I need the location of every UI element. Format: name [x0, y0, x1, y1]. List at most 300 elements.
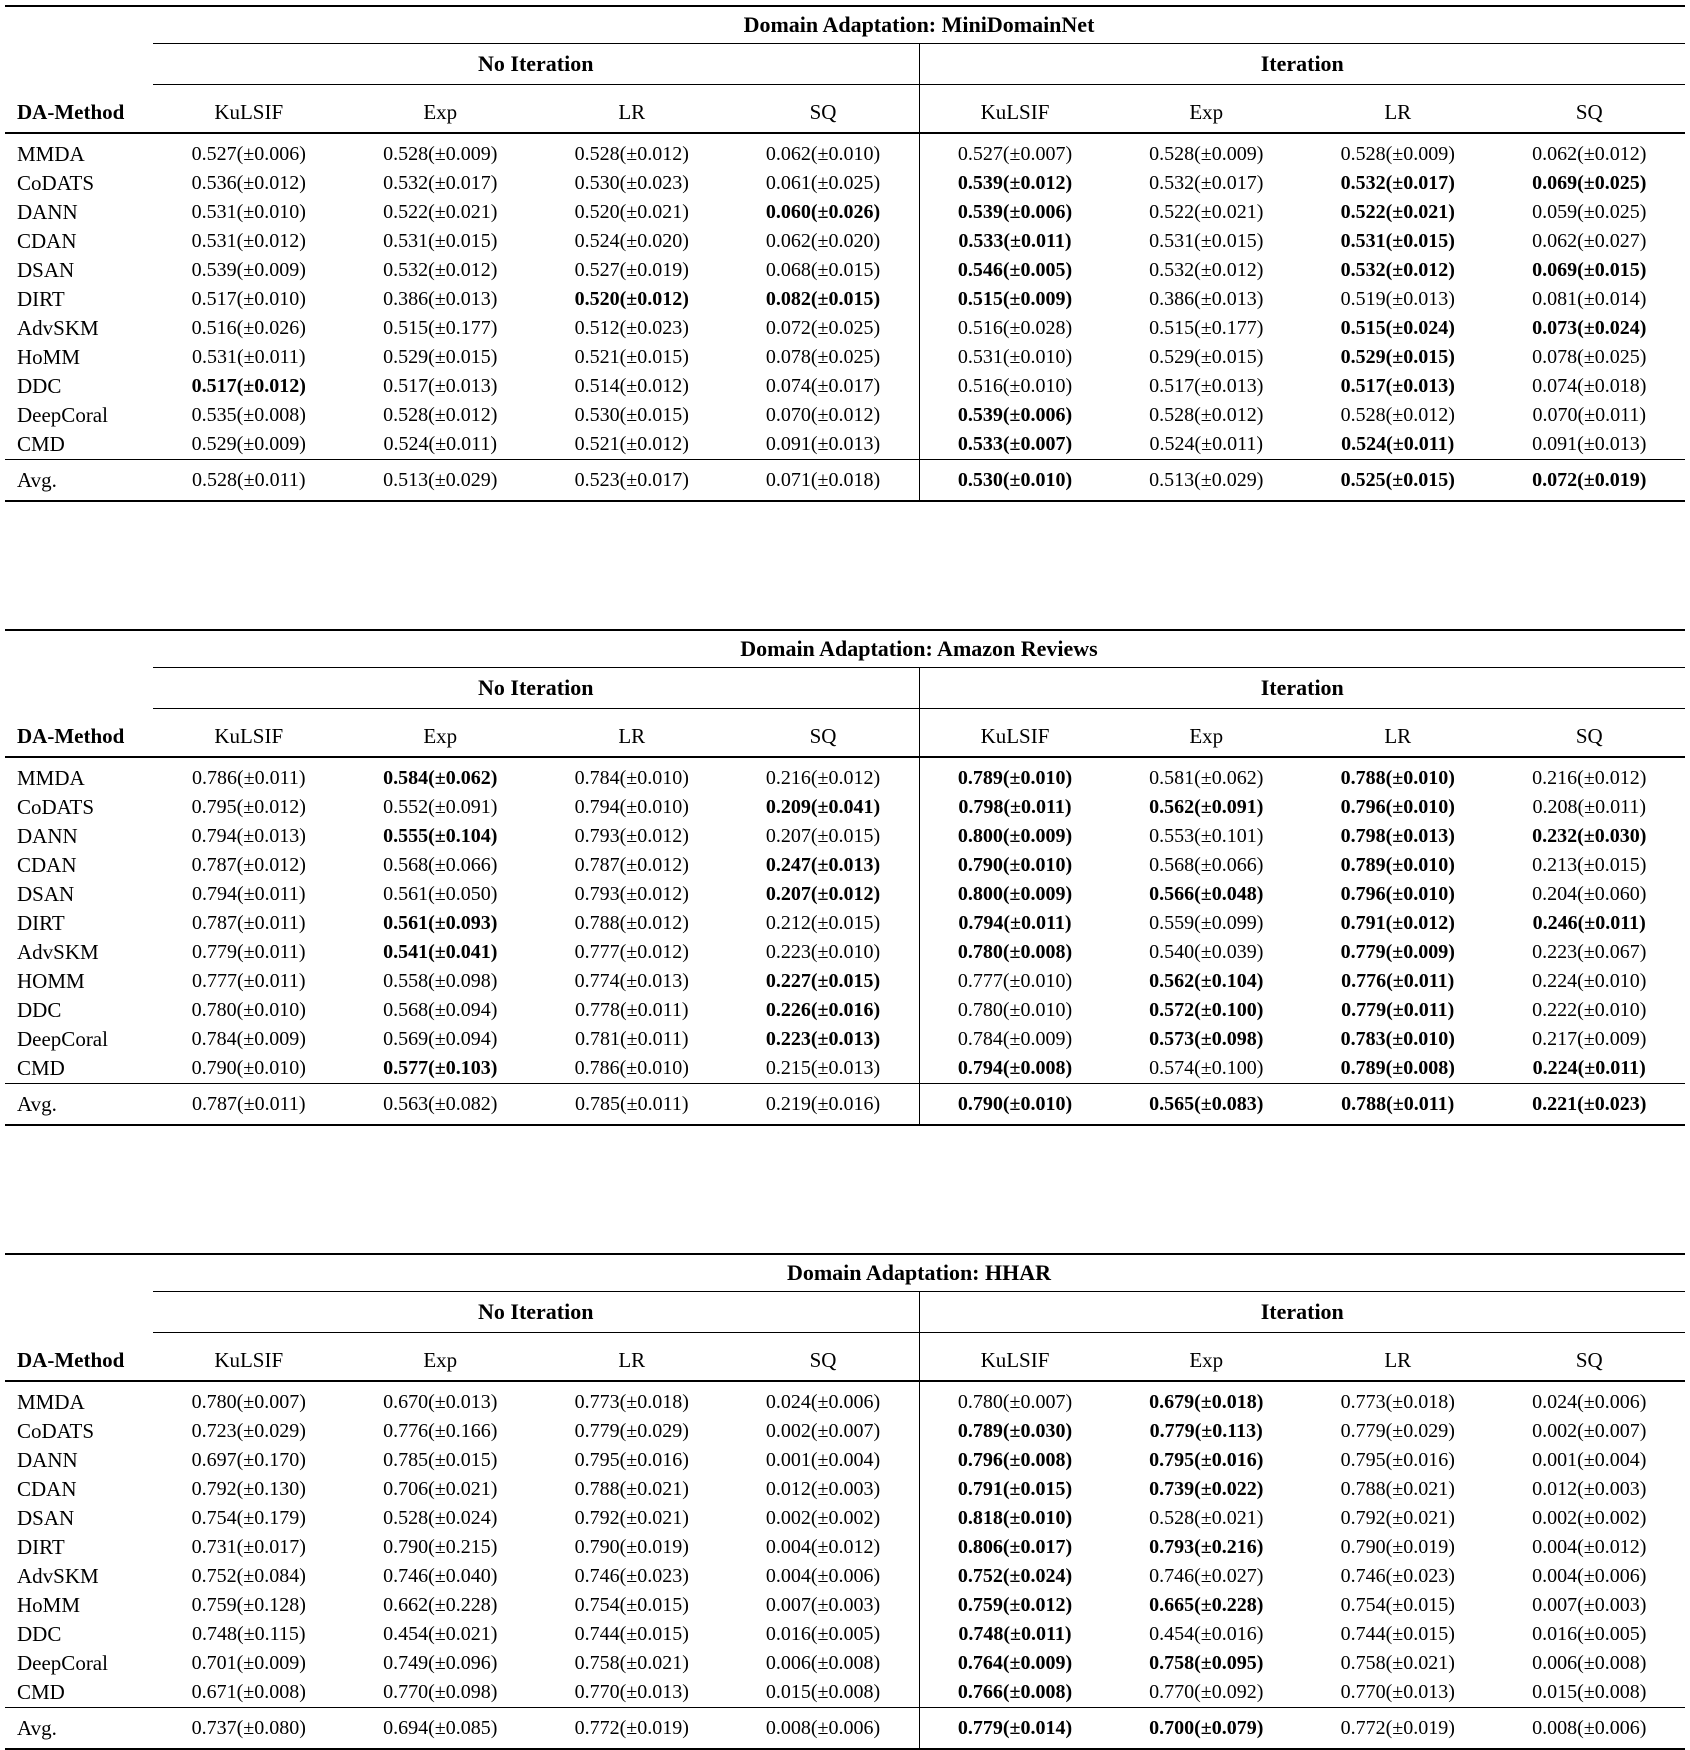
value-cell: 0.531(±0.012)	[191, 230, 306, 252]
value-cell: 0.752(±0.084)	[191, 1565, 306, 1587]
value-cell: 0.759(±0.128)	[191, 1594, 306, 1616]
value-cell: 0.788(±0.011)	[1302, 1084, 1494, 1126]
value-cell: 0.531(±0.015)	[1149, 230, 1264, 252]
value-cell: 0.517(±0.010)	[191, 288, 306, 310]
value-cell: 0.568(±0.066)	[1149, 854, 1264, 876]
value-cell: 0.531(±0.010)	[191, 201, 306, 223]
value-cell: 0.754(±0.015)	[1340, 1594, 1455, 1616]
column-header-row	[5, 85, 1685, 134]
group-header-no-iteration: No Iteration	[153, 44, 919, 85]
column-header: SQ	[728, 1333, 920, 1382]
column-header: Exp	[1111, 1333, 1303, 1382]
value-cell: 0.004(±0.012)	[1532, 1536, 1647, 1558]
column-header: KuLSIF	[919, 709, 1111, 758]
value-cell: 0.780(±0.010)	[191, 999, 306, 1021]
value-cell: 0.213(±0.015)	[1532, 854, 1647, 876]
value-cell: 0.535(±0.008)	[191, 404, 306, 426]
value-cell: 0.081(±0.014)	[1532, 288, 1647, 310]
value-cell: 0.758(±0.095)	[1149, 1652, 1264, 1674]
value-cell: 0.754(±0.015)	[574, 1594, 689, 1616]
value-cell: 0.524(±0.011)	[1149, 433, 1264, 455]
value-cell: 0.796(±0.010)	[1340, 796, 1455, 818]
table-row	[5, 256, 1685, 285]
column-header: SQ	[1494, 1333, 1686, 1382]
value-cell: 0.221(±0.023)	[1494, 1084, 1686, 1126]
value-cell: 0.515(±0.177)	[1149, 317, 1264, 339]
table-row	[5, 822, 1685, 851]
value-cell: 0.516(±0.028)	[919, 314, 1111, 343]
table-row	[5, 909, 1685, 938]
table-row	[5, 1504, 1685, 1533]
value-cell: 0.546(±0.005)	[919, 256, 1111, 285]
value-cell: 0.454(±0.016)	[1149, 1623, 1264, 1645]
value-cell: 0.791(±0.012)	[1340, 912, 1455, 934]
method-name: CDAN	[17, 229, 77, 253]
column-header: KuLSIF	[919, 85, 1111, 134]
value-cell: 0.671(±0.008)	[191, 1681, 306, 1703]
column-header: KuLSIF	[919, 1333, 1111, 1382]
value-cell: 0.529(±0.015)	[1340, 346, 1455, 368]
table-row	[5, 1533, 1685, 1562]
value-cell: 0.779(±0.113)	[1149, 1420, 1263, 1442]
value-cell: 0.232(±0.030)	[1532, 825, 1647, 847]
value-cell: 0.091(±0.013)	[1532, 433, 1647, 455]
value-cell: 0.766(±0.008)	[919, 1678, 1111, 1708]
value-cell: 0.574(±0.100)	[1149, 1057, 1264, 1079]
table-row	[5, 169, 1685, 198]
method-name: DDC	[17, 1622, 62, 1646]
method-name: DIRT	[17, 1535, 65, 1559]
value-cell: 0.779(±0.011)	[191, 941, 306, 963]
column-header: Exp	[345, 1333, 537, 1382]
value-cell: 0.523(±0.017)	[536, 460, 728, 502]
method-name: AdvSKM	[17, 940, 99, 964]
table-row	[5, 938, 1685, 967]
value-cell: 0.744(±0.015)	[574, 1623, 689, 1645]
value-cell: 0.532(±0.017)	[383, 172, 498, 194]
value-cell: 0.790(±0.010)	[191, 1057, 306, 1079]
value-cell: 0.706(±0.021)	[383, 1478, 498, 1500]
value-cell: 0.562(±0.091)	[1149, 796, 1264, 818]
value-cell: 0.789(±0.010)	[919, 757, 1111, 793]
value-cell: 0.525(±0.015)	[1302, 460, 1494, 502]
table-row	[5, 314, 1685, 343]
group-header-row	[5, 668, 1685, 709]
value-cell: 0.524(±0.011)	[1341, 433, 1455, 455]
column-header: LR	[536, 85, 728, 134]
value-cell: 0.517(±0.013)	[383, 375, 498, 397]
value-cell: 0.577(±0.103)	[383, 1057, 498, 1079]
value-cell: 0.558(±0.098)	[383, 970, 498, 992]
value-cell: 0.566(±0.048)	[1149, 883, 1264, 905]
value-cell: 0.744(±0.015)	[1340, 1623, 1455, 1645]
method-name: DIRT	[17, 911, 65, 935]
value-cell: 0.007(±0.003)	[1532, 1594, 1647, 1616]
value-cell: 0.780(±0.007)	[919, 1381, 1111, 1417]
value-cell: 0.012(±0.003)	[1532, 1478, 1647, 1500]
table-title: Domain Adaptation: Amazon Reviews	[153, 630, 1685, 668]
value-cell: 0.794(±0.011)	[919, 909, 1111, 938]
column-header: KuLSIF	[153, 1333, 345, 1382]
value-cell: 0.552(±0.091)	[383, 796, 498, 818]
value-cell: 0.776(±0.011)	[1341, 970, 1455, 992]
value-cell: 0.793(±0.012)	[574, 825, 689, 847]
value-cell: 0.694(±0.085)	[345, 1708, 537, 1750]
column-header-row	[5, 709, 1685, 758]
value-cell: 0.209(±0.041)	[765, 796, 881, 818]
table-row	[5, 1475, 1685, 1504]
value-cell: 0.792(±0.021)	[574, 1507, 689, 1529]
value-cell: 0.517(±0.013)	[1149, 375, 1264, 397]
method-name: MMDA	[17, 1390, 85, 1414]
value-cell: 0.787(±0.012)	[574, 854, 689, 876]
value-cell: 0.790(±0.010)	[919, 1084, 1111, 1126]
value-cell: 0.024(±0.006)	[765, 1391, 881, 1413]
method-name: DSAN	[17, 258, 75, 282]
value-cell: 0.785(±0.011)	[536, 1084, 728, 1126]
value-cell: 0.001(±0.004)	[765, 1449, 881, 1471]
value-cell: 0.004(±0.006)	[1532, 1565, 1647, 1587]
value-cell: 0.670(±0.013)	[383, 1391, 498, 1413]
value-cell: 0.748(±0.115)	[191, 1623, 306, 1645]
value-cell: 0.528(±0.011)	[153, 460, 345, 502]
value-cell: 0.529(±0.015)	[1149, 346, 1264, 368]
value-cell: 0.217(±0.009)	[1532, 1028, 1647, 1050]
value-cell: 0.532(±0.012)	[1149, 259, 1264, 281]
value-cell: 0.758(±0.021)	[574, 1652, 689, 1674]
value-cell: 0.008(±0.006)	[1494, 1708, 1686, 1750]
value-cell: 0.749(±0.096)	[383, 1652, 498, 1674]
value-cell: 0.791(±0.015)	[919, 1475, 1111, 1504]
value-cell: 0.539(±0.009)	[191, 259, 306, 281]
table-title-row	[5, 1254, 1685, 1292]
value-cell: 0.758(±0.021)	[1340, 1652, 1455, 1674]
value-cell: 0.553(±0.101)	[1149, 825, 1264, 847]
value-cell: 0.770(±0.092)	[1149, 1681, 1264, 1703]
value-cell: 0.795(±0.016)	[574, 1449, 689, 1471]
value-cell: 0.524(±0.011)	[383, 433, 498, 455]
value-cell: 0.746(±0.023)	[1340, 1565, 1455, 1587]
value-cell: 0.786(±0.010)	[574, 1057, 689, 1079]
group-header-iteration: Iteration	[919, 668, 1685, 709]
value-cell: 0.001(±0.004)	[1532, 1449, 1647, 1471]
value-cell: 0.764(±0.009)	[919, 1649, 1111, 1678]
value-cell: 0.770(±0.013)	[1340, 1681, 1455, 1703]
column-header: LR	[1302, 1333, 1494, 1382]
group-header-row	[5, 44, 1685, 85]
value-cell: 0.788(±0.010)	[1340, 767, 1455, 789]
value-cell: 0.521(±0.015)	[574, 346, 689, 368]
value-cell: 0.069(±0.015)	[1532, 259, 1647, 281]
value-cell: 0.007(±0.003)	[765, 1594, 881, 1616]
value-cell: 0.528(±0.009)	[1149, 143, 1264, 165]
value-cell: 0.061(±0.025)	[765, 172, 881, 194]
value-cell: 0.060(±0.026)	[765, 201, 881, 223]
value-cell: 0.071(±0.018)	[728, 460, 920, 502]
value-cell: 0.778(±0.011)	[574, 999, 689, 1021]
method-name: MMDA	[17, 142, 85, 166]
table-row	[5, 1054, 1685, 1084]
value-cell: 0.002(±0.007)	[1532, 1420, 1647, 1442]
value-cell: 0.561(±0.093)	[383, 912, 498, 934]
value-cell: 0.793(±0.012)	[574, 883, 689, 905]
value-cell: 0.532(±0.012)	[1340, 259, 1455, 281]
column-header: SQ	[728, 85, 920, 134]
value-cell: 0.068(±0.015)	[765, 259, 881, 281]
value-cell: 0.752(±0.024)	[919, 1562, 1111, 1591]
value-cell: 0.792(±0.130)	[191, 1478, 306, 1500]
value-cell: 0.779(±0.029)	[574, 1420, 689, 1442]
value-cell: 0.565(±0.083)	[1111, 1084, 1303, 1126]
column-header: KuLSIF	[153, 85, 345, 134]
value-cell: 0.818(±0.010)	[919, 1504, 1111, 1533]
value-cell: 0.739(±0.022)	[1149, 1478, 1264, 1500]
value-cell: 0.800(±0.009)	[919, 822, 1111, 851]
value-cell: 0.530(±0.015)	[574, 404, 689, 426]
value-cell: 0.573(±0.098)	[1149, 1028, 1264, 1050]
table-row	[5, 1446, 1685, 1475]
method-name: CMD	[17, 432, 65, 456]
value-cell: 0.386(±0.013)	[1149, 288, 1264, 310]
value-cell: 0.798(±0.011)	[919, 793, 1111, 822]
value-cell: 0.516(±0.010)	[919, 372, 1111, 401]
value-cell: 0.794(±0.013)	[191, 825, 306, 847]
value-cell: 0.527(±0.006)	[191, 143, 306, 165]
value-cell: 0.697(±0.170)	[191, 1449, 306, 1471]
group-header-row	[5, 1292, 1685, 1333]
value-cell: 0.779(±0.009)	[1340, 941, 1455, 963]
average-row	[5, 1084, 1685, 1126]
method-name: CoDATS	[17, 171, 95, 195]
method-name: DeepCoral	[17, 1651, 108, 1675]
value-cell: 0.528(±0.021)	[1149, 1507, 1264, 1529]
table-row	[5, 430, 1685, 460]
value-cell: 0.806(±0.017)	[919, 1533, 1111, 1562]
table-row	[5, 880, 1685, 909]
value-cell: 0.780(±0.007)	[191, 1391, 306, 1413]
value-cell: 0.006(±0.008)	[1532, 1652, 1647, 1674]
value-cell: 0.024(±0.006)	[1532, 1391, 1647, 1413]
table-row	[5, 1417, 1685, 1446]
value-cell: 0.513(±0.029)	[1111, 460, 1303, 502]
value-cell: 0.530(±0.023)	[574, 172, 689, 194]
value-cell: 0.777(±0.012)	[574, 941, 689, 963]
value-cell: 0.223(±0.010)	[765, 941, 881, 963]
method-name: CoDATS	[17, 795, 95, 819]
method-name: CMD	[17, 1056, 65, 1080]
column-header: Exp	[1111, 85, 1303, 134]
value-cell: 0.528(±0.009)	[383, 143, 498, 165]
table-row	[5, 372, 1685, 401]
value-cell: 0.072(±0.019)	[1494, 460, 1686, 502]
value-cell: 0.216(±0.012)	[765, 767, 881, 789]
value-cell: 0.524(±0.020)	[574, 230, 689, 252]
value-cell: 0.770(±0.098)	[383, 1681, 498, 1703]
value-cell: 0.454(±0.021)	[383, 1623, 498, 1645]
value-cell: 0.532(±0.012)	[383, 259, 498, 281]
method-name: Avg.	[5, 460, 153, 502]
value-cell: 0.082(±0.015)	[765, 288, 881, 310]
value-cell: 0.208(±0.011)	[1532, 796, 1647, 818]
value-cell: 0.790(±0.010)	[919, 851, 1111, 880]
method-name: DDC	[17, 374, 62, 398]
value-cell: 0.701(±0.009)	[191, 1652, 306, 1674]
value-cell: 0.006(±0.008)	[765, 1652, 881, 1674]
method-name: Avg.	[5, 1084, 153, 1126]
value-cell: 0.563(±0.082)	[345, 1084, 537, 1126]
value-cell: 0.759(±0.012)	[919, 1591, 1111, 1620]
value-cell: 0.539(±0.006)	[919, 198, 1111, 227]
method-name: Avg.	[5, 1708, 153, 1750]
value-cell: 0.514(±0.012)	[574, 375, 689, 397]
method-name: MMDA	[17, 766, 85, 790]
value-cell: 0.074(±0.018)	[1532, 375, 1647, 397]
value-cell: 0.773(±0.018)	[1340, 1391, 1455, 1413]
value-cell: 0.746(±0.040)	[383, 1565, 498, 1587]
value-cell: 0.536(±0.012)	[191, 172, 306, 194]
value-cell: 0.788(±0.021)	[1340, 1478, 1455, 1500]
value-cell: 0.224(±0.010)	[1532, 970, 1647, 992]
value-cell: 0.216(±0.012)	[1532, 767, 1647, 789]
method-name: DDC	[17, 998, 62, 1022]
value-cell: 0.012(±0.003)	[765, 1478, 881, 1500]
table-row	[5, 1620, 1685, 1649]
group-header-iteration: Iteration	[919, 44, 1685, 85]
method-name: DANN	[17, 200, 78, 224]
method-name: DeepCoral	[17, 1027, 108, 1051]
value-cell: 0.731(±0.017)	[191, 1536, 306, 1558]
value-cell: 0.790(±0.019)	[1340, 1536, 1455, 1558]
value-cell: 0.227(±0.015)	[765, 970, 881, 992]
value-cell: 0.222(±0.010)	[1532, 999, 1647, 1021]
value-cell: 0.781(±0.011)	[574, 1028, 689, 1050]
value-cell: 0.795(±0.012)	[191, 796, 306, 818]
value-cell: 0.772(±0.019)	[536, 1708, 728, 1750]
value-cell: 0.016(±0.005)	[1532, 1623, 1647, 1645]
value-cell: 0.794(±0.008)	[919, 1054, 1111, 1084]
value-cell: 0.773(±0.018)	[574, 1391, 689, 1413]
table-row	[5, 757, 1685, 793]
column-header: LR	[1302, 709, 1494, 758]
column-header-row	[5, 1333, 1685, 1382]
value-cell: 0.521(±0.012)	[574, 433, 689, 455]
value-cell: 0.015(±0.008)	[1532, 1681, 1647, 1703]
value-cell: 0.790(±0.019)	[574, 1536, 689, 1558]
value-cell: 0.078(±0.025)	[1532, 346, 1647, 368]
method-column-header: DA-Method	[5, 709, 153, 758]
value-cell: 0.785(±0.015)	[383, 1449, 498, 1471]
value-cell: 0.004(±0.012)	[765, 1536, 881, 1558]
value-cell: 0.780(±0.008)	[919, 938, 1111, 967]
value-cell: 0.529(±0.015)	[383, 346, 498, 368]
value-cell: 0.780(±0.010)	[919, 996, 1111, 1025]
value-cell: 0.784(±0.009)	[191, 1028, 306, 1050]
table-row	[5, 227, 1685, 256]
table-row	[5, 996, 1685, 1025]
value-cell: 0.091(±0.013)	[765, 433, 881, 455]
table-title: Domain Adaptation: HHAR	[153, 1254, 1685, 1292]
method-name: HoMM	[17, 1593, 81, 1617]
method-name: CDAN	[17, 853, 77, 877]
value-cell: 0.795(±0.016)	[1149, 1449, 1264, 1471]
value-cell: 0.779(±0.011)	[1341, 999, 1455, 1021]
value-cell: 0.515(±0.009)	[919, 285, 1111, 314]
value-cell: 0.746(±0.027)	[1149, 1565, 1264, 1587]
value-cell: 0.528(±0.012)	[1149, 404, 1264, 426]
value-cell: 0.568(±0.094)	[383, 999, 498, 1021]
value-cell: 0.800(±0.009)	[919, 880, 1111, 909]
table-title-row	[5, 6, 1685, 44]
value-cell: 0.002(±0.007)	[765, 1420, 881, 1442]
value-cell: 0.247(±0.013)	[765, 854, 881, 876]
value-cell: 0.529(±0.009)	[191, 433, 306, 455]
value-cell: 0.533(±0.011)	[919, 227, 1111, 256]
value-cell: 0.779(±0.029)	[1340, 1420, 1455, 1442]
value-cell: 0.776(±0.166)	[383, 1420, 498, 1442]
table-row	[5, 851, 1685, 880]
value-cell: 0.528(±0.009)	[1340, 143, 1455, 165]
value-cell: 0.072(±0.025)	[765, 317, 881, 339]
table-row	[5, 285, 1685, 314]
method-name: DSAN	[17, 1506, 75, 1530]
group-header-no-iteration: No Iteration	[153, 668, 919, 709]
value-cell: 0.779(±0.014)	[919, 1708, 1111, 1750]
value-cell: 0.070(±0.011)	[1532, 404, 1647, 426]
value-cell: 0.223(±0.013)	[765, 1028, 881, 1050]
value-cell: 0.519(±0.013)	[1340, 288, 1455, 310]
value-cell: 0.539(±0.012)	[919, 169, 1111, 198]
value-cell: 0.531(±0.011)	[191, 346, 306, 368]
value-cell: 0.215(±0.013)	[765, 1057, 881, 1079]
value-cell: 0.746(±0.023)	[574, 1565, 689, 1587]
value-cell: 0.784(±0.009)	[919, 1025, 1111, 1054]
method-name: AdvSKM	[17, 1564, 99, 1588]
value-cell: 0.520(±0.021)	[574, 201, 689, 223]
table-row	[5, 133, 1685, 169]
value-cell: 0.207(±0.015)	[765, 825, 881, 847]
value-cell: 0.528(±0.012)	[574, 143, 689, 165]
value-cell: 0.531(±0.010)	[919, 343, 1111, 372]
value-cell: 0.789(±0.010)	[1340, 854, 1455, 876]
table-row	[5, 343, 1685, 372]
table-row	[5, 198, 1685, 227]
value-cell: 0.568(±0.066)	[383, 854, 498, 876]
value-cell: 0.533(±0.007)	[919, 430, 1111, 460]
value-cell: 0.062(±0.027)	[1532, 230, 1647, 252]
table-row	[5, 1591, 1685, 1620]
value-cell: 0.569(±0.094)	[383, 1028, 498, 1050]
table-title-row	[5, 630, 1685, 668]
value-cell: 0.226(±0.016)	[765, 999, 881, 1021]
value-cell: 0.219(±0.016)	[728, 1084, 920, 1126]
method-column-header: DA-Method	[5, 85, 153, 134]
value-cell: 0.584(±0.062)	[383, 767, 498, 789]
results-table	[5, 1253, 1685, 1750]
method-name: CoDATS	[17, 1419, 95, 1443]
value-cell: 0.528(±0.012)	[1340, 404, 1455, 426]
value-cell: 0.787(±0.012)	[191, 854, 306, 876]
method-name: HOMM	[17, 969, 85, 993]
table-row	[5, 1025, 1685, 1054]
value-cell: 0.777(±0.010)	[919, 967, 1111, 996]
value-cell: 0.069(±0.025)	[1532, 172, 1647, 194]
value-cell: 0.224(±0.011)	[1532, 1057, 1646, 1079]
column-header: SQ	[1494, 85, 1686, 134]
value-cell: 0.062(±0.012)	[1532, 143, 1647, 165]
value-cell: 0.212(±0.015)	[765, 912, 881, 934]
value-cell: 0.527(±0.019)	[574, 259, 689, 281]
value-cell: 0.662(±0.228)	[383, 1594, 498, 1616]
